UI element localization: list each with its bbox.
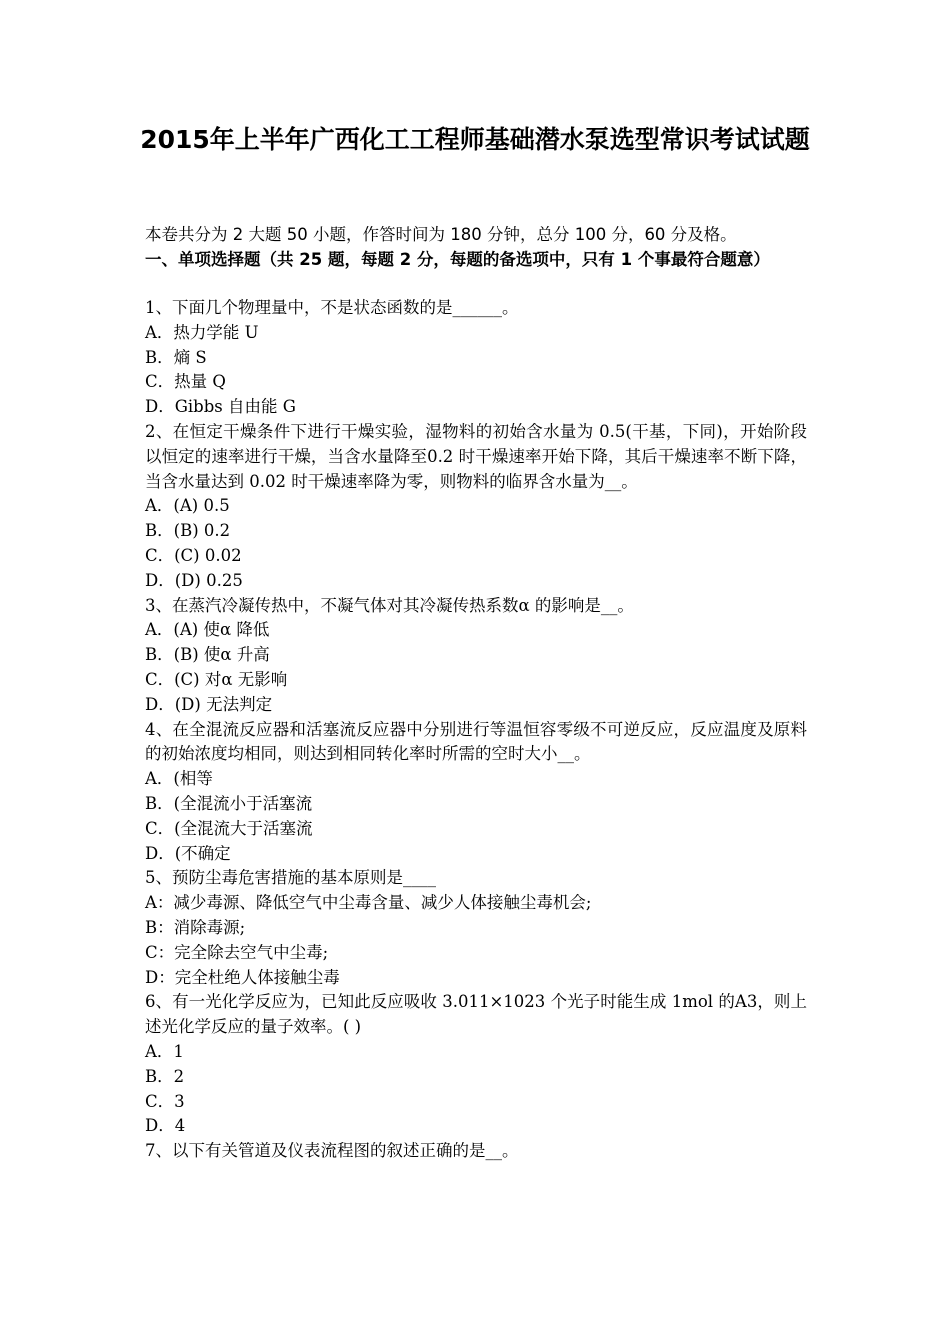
option-c: C．3	[145, 1091, 185, 1111]
question-list	[145, 296, 807, 1164]
option-a: A：减少毒源、降低空气中尘毒含量、减少人体接触尘毒机会;	[145, 893, 592, 913]
option-c: C．(C) 对α 无影响	[145, 669, 288, 689]
option-b: B．2	[145, 1066, 185, 1086]
option-a: A．(A) 0.5	[145, 496, 230, 516]
option-b: B．(B) 0.2	[145, 521, 231, 541]
option-d: D．(不确定	[145, 843, 231, 863]
option-a: A．(相等	[145, 769, 213, 789]
question	[145, 990, 807, 1139]
option-a: A．1	[145, 1041, 184, 1061]
option-d: D：完全杜绝人体接触尘毒	[145, 967, 340, 987]
question	[145, 420, 807, 594]
option-d: D．4	[145, 1116, 186, 1136]
section-heading: 一、单项选择题（共 25 题，每题 2 分，每题的备选项中，只有 1 个事最符合题意）	[145, 250, 770, 269]
page-title: 2015年上半年广西化工工程师基础潜水泵选型常识考试试题	[140, 125, 810, 154]
option-c: C：完全除去空气中尘毒;	[145, 942, 329, 962]
question-stem: 1、下面几个物理量中，不是状态函数的是______。	[145, 298, 519, 317]
option-b: B．(全混流小于活塞流	[145, 793, 313, 813]
exam-intro	[145, 222, 805, 272]
question-stem: 7、以下有关管道及仪表流程图的叙述正确的是__。	[145, 1141, 519, 1161]
option-b: B．(B) 使α 升高	[145, 645, 270, 665]
question	[145, 594, 807, 718]
question	[145, 296, 807, 420]
option-c: C．(C) 0.02	[145, 545, 242, 565]
option-d: D．Gibbs 自由能 G	[145, 397, 296, 417]
question-stem: 5、预防尘毒危害措施的基本原则是____	[145, 868, 436, 888]
option-a: A．(A) 使α 降低	[145, 620, 270, 640]
question	[145, 1139, 807, 1164]
question-stem: 3、在蒸汽冷凝传热中，不凝气体对其冷凝传热系数α 的影响是__。	[145, 595, 634, 615]
question	[145, 866, 807, 990]
option-a: A．热力学能 U	[145, 322, 259, 342]
question-stem: 2、在恒定干燥条件下进行干燥实验，湿物料的初始含水量为 0.5(干基，下同)，开始阶段以恒定的速率进行干燥，当含水量降至0.2 时干燥速率开始下降，其后干燥速率不断下降，当含水量达到 0.02 时干燥速率降为零，则物料的临界含水量为__。	[145, 421, 807, 491]
question-stem: 4、在全混流反应器和活塞流反应器中分别进行等温恒容零级不可逆反应，反应温度及原料的初始浓度均相同，则达到相同转化率时所需的空时大小__。	[145, 719, 807, 764]
option-c: C．(全混流大于活塞流	[145, 818, 313, 838]
option-b: B．熵 S	[145, 347, 207, 367]
option-c: C．热量 Q	[145, 372, 226, 392]
option-d: D．(D) 无法判定	[145, 694, 273, 714]
option-b: B：消除毒源;	[145, 917, 246, 937]
question	[145, 718, 807, 867]
exam-summary: 本卷共分为 2 大题 50 小题，作答时间为 180 分钟，总分 100 分，60 分及格。	[145, 225, 737, 244]
option-d: D．(D) 0.25	[145, 570, 243, 590]
question-stem: 6、有一光化学反应为，已知此反应吸收 3.011×1023 个光子时能生成 1mol 的A3，则上述光化学反应的量子效率。( )	[145, 992, 807, 1037]
